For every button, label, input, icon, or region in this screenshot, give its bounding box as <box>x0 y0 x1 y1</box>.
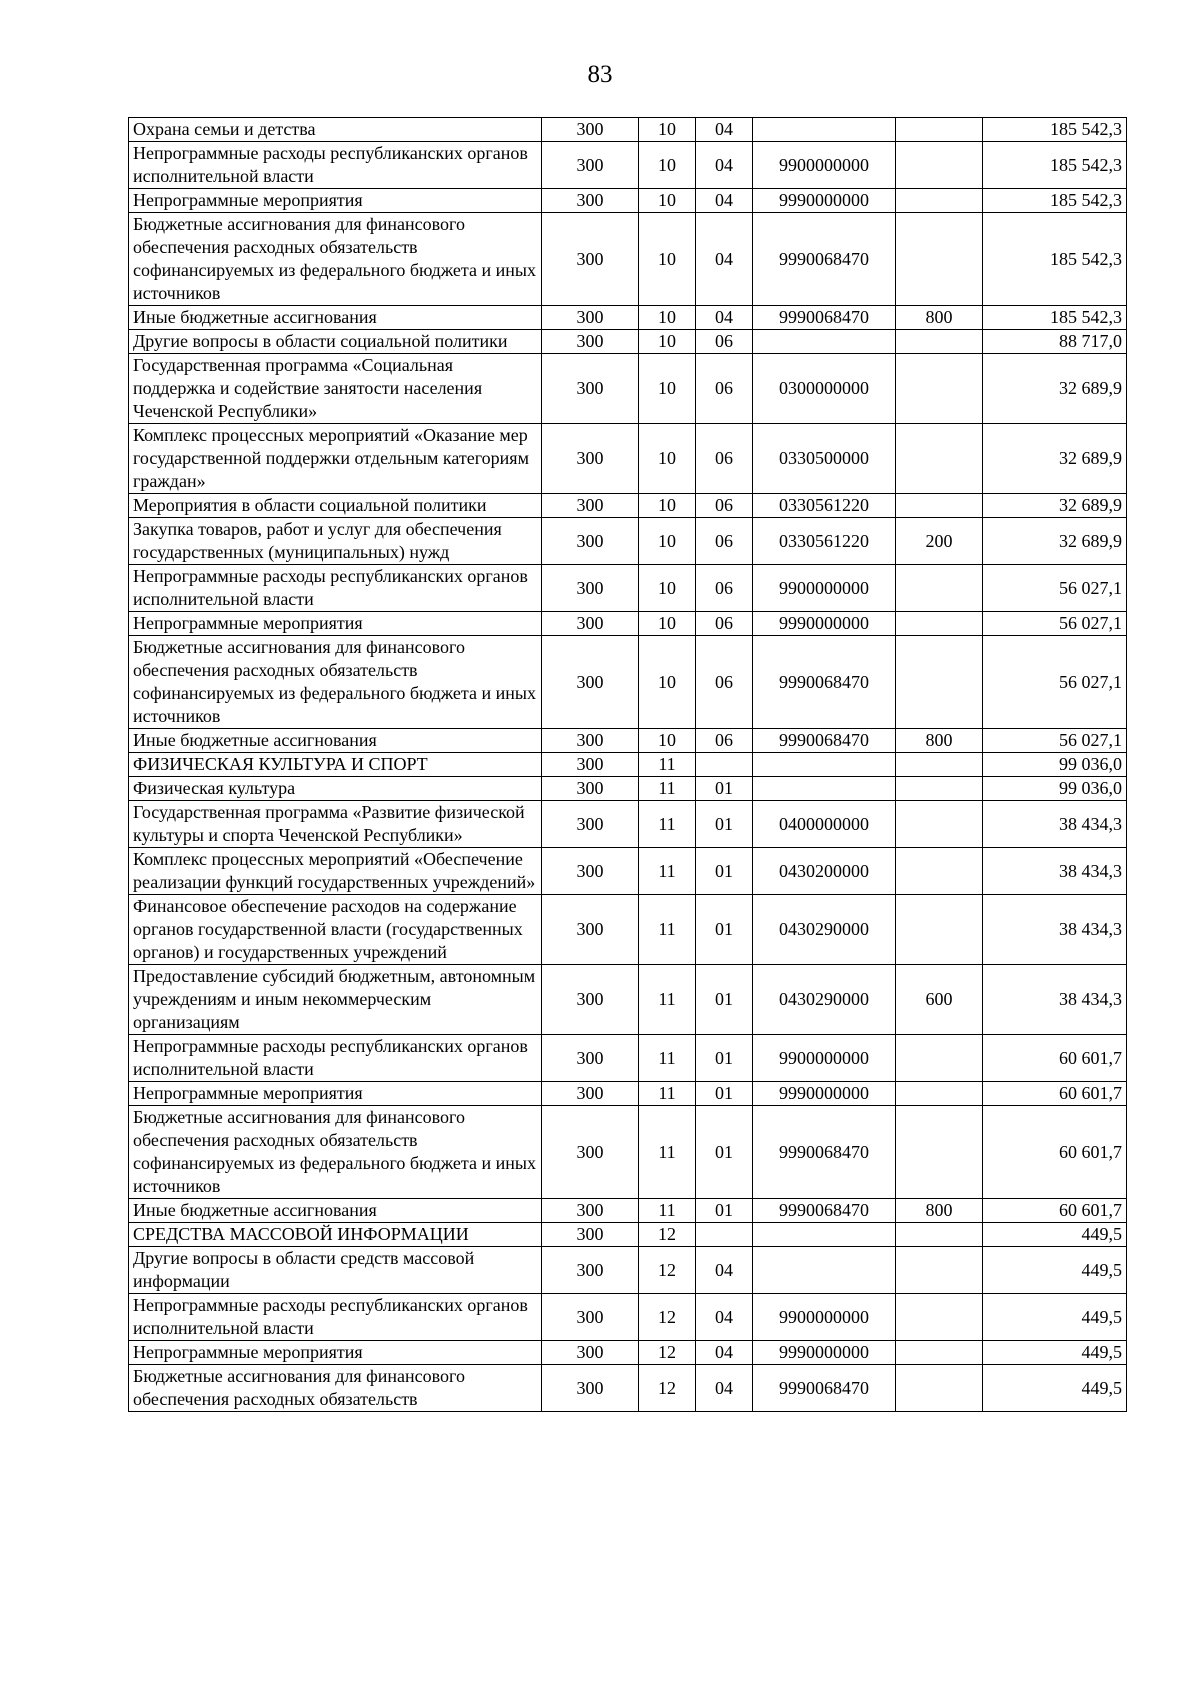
cell-section: 11 <box>639 1106 696 1199</box>
cell-section: 11 <box>639 753 696 777</box>
cell-name: Иные бюджетные ассигнования <box>129 1199 542 1223</box>
table-row <box>129 636 1127 729</box>
cell-target-article: 0330500000 <box>753 424 896 494</box>
cell-grbs: 300 <box>542 330 639 354</box>
cell-subsection: 06 <box>696 494 753 518</box>
cell-target-article: 9900000000 <box>753 1035 896 1082</box>
cell-amount: 185 542,3 <box>983 142 1127 189</box>
cell-expense-type <box>896 1294 983 1341</box>
cell-target-article: 9990068470 <box>753 213 896 306</box>
cell-target-article <box>753 1223 896 1247</box>
cell-expense-type <box>896 848 983 895</box>
table-row <box>129 1341 1127 1365</box>
cell-grbs: 300 <box>542 848 639 895</box>
cell-section: 11 <box>639 777 696 801</box>
cell-name: Бюджетные ассигнования для финансового обеспечения расходных обязательств софинансируемых из федерального бюджета и иных источников <box>129 1106 542 1199</box>
cell-expense-type <box>896 354 983 424</box>
cell-subsection: 06 <box>696 729 753 753</box>
cell-expense-type <box>896 612 983 636</box>
cell-target-article: 0430290000 <box>753 965 896 1035</box>
cell-grbs: 300 <box>542 1199 639 1223</box>
cell-subsection: 04 <box>696 1294 753 1341</box>
table-row <box>129 565 1127 612</box>
cell-expense-type <box>896 330 983 354</box>
cell-grbs: 300 <box>542 1082 639 1106</box>
cell-target-article: 9900000000 <box>753 1294 896 1341</box>
cell-target-article: 9990068470 <box>753 729 896 753</box>
cell-target-article <box>753 753 896 777</box>
cell-name: Непрограммные мероприятия <box>129 1082 542 1106</box>
cell-amount: 60 601,7 <box>983 1106 1127 1199</box>
cell-grbs: 300 <box>542 565 639 612</box>
cell-target-article: 9900000000 <box>753 142 896 189</box>
cell-subsection: 06 <box>696 518 753 565</box>
cell-amount: 449,5 <box>983 1294 1127 1341</box>
cell-expense-type <box>896 494 983 518</box>
cell-amount: 185 542,3 <box>983 118 1127 142</box>
cell-name: Физическая культура <box>129 777 542 801</box>
cell-target-article: 9990068470 <box>753 636 896 729</box>
cell-name: Другие вопросы в области средств массовой информации <box>129 1247 542 1294</box>
cell-amount: 32 689,9 <box>983 354 1127 424</box>
cell-grbs: 300 <box>542 1106 639 1199</box>
cell-name: Непрограммные мероприятия <box>129 612 542 636</box>
cell-amount: 449,5 <box>983 1223 1127 1247</box>
cell-section: 10 <box>639 565 696 612</box>
cell-amount: 60 601,7 <box>983 1035 1127 1082</box>
cell-amount: 38 434,3 <box>983 895 1127 965</box>
table-row <box>129 424 1127 494</box>
cell-section: 10 <box>639 518 696 565</box>
cell-expense-type: 600 <box>896 965 983 1035</box>
cell-name: Другие вопросы в области социальной политики <box>129 330 542 354</box>
cell-amount: 60 601,7 <box>983 1082 1127 1106</box>
cell-target-article: 0330561220 <box>753 518 896 565</box>
cell-target-article: 0300000000 <box>753 354 896 424</box>
cell-section: 10 <box>639 213 696 306</box>
cell-target-article: 9900000000 <box>753 565 896 612</box>
cell-name: Непрограммные расходы республиканских органов исполнительной власти <box>129 565 542 612</box>
cell-grbs: 300 <box>542 777 639 801</box>
cell-subsection: 01 <box>696 1199 753 1223</box>
cell-subsection: 01 <box>696 1035 753 1082</box>
cell-grbs: 300 <box>542 354 639 424</box>
cell-section: 10 <box>639 142 696 189</box>
cell-target-article: 9990068470 <box>753 1365 896 1412</box>
cell-section: 11 <box>639 1082 696 1106</box>
cell-name: Бюджетные ассигнования для финансового обеспечения расходных обязательств <box>129 1365 542 1412</box>
cell-section: 10 <box>639 354 696 424</box>
cell-expense-type <box>896 189 983 213</box>
cell-section: 11 <box>639 801 696 848</box>
cell-name: Государственная программа «Развитие физической культуры и спорта Чеченской Республики» <box>129 801 542 848</box>
table-row <box>129 965 1127 1035</box>
cell-section: 10 <box>639 636 696 729</box>
table-row <box>129 1365 1127 1412</box>
cell-target-article: 9990000000 <box>753 189 896 213</box>
cell-amount: 38 434,3 <box>983 801 1127 848</box>
cell-grbs: 300 <box>542 1247 639 1294</box>
table-row <box>129 1294 1127 1341</box>
cell-grbs: 300 <box>542 753 639 777</box>
cell-name: Непрограммные мероприятия <box>129 189 542 213</box>
cell-name: Финансовое обеспечение расходов на содержание органов государственной власти (государственных органов) и государственных учреждений <box>129 895 542 965</box>
cell-amount: 185 542,3 <box>983 213 1127 306</box>
cell-expense-type <box>896 1106 983 1199</box>
cell-grbs: 300 <box>542 424 639 494</box>
cell-section: 11 <box>639 1035 696 1082</box>
cell-subsection: 06 <box>696 354 753 424</box>
cell-name: Государственная программа «Социальная поддержка и содействие занятости населения Чеченской Республики» <box>129 354 542 424</box>
cell-name: Непрограммные расходы республиканских органов исполнительной власти <box>129 142 542 189</box>
cell-subsection <box>696 753 753 777</box>
cell-subsection: 01 <box>696 848 753 895</box>
cell-grbs: 300 <box>542 1223 639 1247</box>
cell-section: 10 <box>639 118 696 142</box>
cell-expense-type <box>896 1341 983 1365</box>
cell-subsection: 04 <box>696 118 753 142</box>
cell-section: 10 <box>639 306 696 330</box>
cell-grbs: 300 <box>542 729 639 753</box>
cell-amount: 99 036,0 <box>983 777 1127 801</box>
cell-name: Комплекс процессных мероприятий «Оказание мер государственной поддержки отдельным категориям граждан» <box>129 424 542 494</box>
cell-name: Бюджетные ассигнования для финансового обеспечения расходных обязательств софинансируемых из федерального бюджета и иных источников <box>129 636 542 729</box>
cell-amount: 449,5 <box>983 1341 1127 1365</box>
cell-expense-type: 200 <box>896 518 983 565</box>
cell-amount: 60 601,7 <box>983 1199 1127 1223</box>
cell-expense-type <box>896 895 983 965</box>
cell-subsection: 06 <box>696 636 753 729</box>
cell-amount: 56 027,1 <box>983 729 1127 753</box>
cell-subsection: 06 <box>696 565 753 612</box>
table-row <box>129 753 1127 777</box>
cell-grbs: 300 <box>542 895 639 965</box>
cell-section: 11 <box>639 895 696 965</box>
cell-name: Непрограммные расходы республиканских органов исполнительной власти <box>129 1294 542 1341</box>
cell-grbs: 300 <box>542 189 639 213</box>
cell-subsection: 04 <box>696 306 753 330</box>
cell-target-article <box>753 1247 896 1294</box>
cell-section: 10 <box>639 330 696 354</box>
cell-section: 10 <box>639 494 696 518</box>
cell-subsection: 01 <box>696 1106 753 1199</box>
cell-expense-type <box>896 777 983 801</box>
cell-subsection: 04 <box>696 189 753 213</box>
cell-target-article: 9990000000 <box>753 1341 896 1365</box>
cell-subsection: 06 <box>696 424 753 494</box>
cell-name: Иные бюджетные ассигнования <box>129 729 542 753</box>
cell-name: ФИЗИЧЕСКАЯ КУЛЬТУРА И СПОРТ <box>129 753 542 777</box>
table-row <box>129 1035 1127 1082</box>
cell-subsection: 01 <box>696 777 753 801</box>
cell-amount: 56 027,1 <box>983 636 1127 729</box>
cell-subsection: 04 <box>696 142 753 189</box>
cell-name: Мероприятия в области социальной политики <box>129 494 542 518</box>
cell-target-article: 0430200000 <box>753 848 896 895</box>
cell-subsection: 01 <box>696 895 753 965</box>
cell-grbs: 300 <box>542 306 639 330</box>
table-row <box>129 777 1127 801</box>
cell-amount: 185 542,3 <box>983 189 1127 213</box>
cell-grbs: 300 <box>542 965 639 1035</box>
cell-target-article: 9990000000 <box>753 612 896 636</box>
cell-grbs: 300 <box>542 1294 639 1341</box>
cell-name: Непрограммные расходы республиканских органов исполнительной власти <box>129 1035 542 1082</box>
cell-section: 12 <box>639 1247 696 1294</box>
cell-name: Иные бюджетные ассигнования <box>129 306 542 330</box>
cell-amount: 99 036,0 <box>983 753 1127 777</box>
cell-subsection: 04 <box>696 1341 753 1365</box>
cell-target-article <box>753 777 896 801</box>
table-row <box>129 612 1127 636</box>
table-row <box>129 801 1127 848</box>
cell-target-article: 0400000000 <box>753 801 896 848</box>
cell-section: 10 <box>639 612 696 636</box>
cell-section: 12 <box>639 1223 696 1247</box>
table-row <box>129 1223 1127 1247</box>
cell-subsection: 04 <box>696 1247 753 1294</box>
page-number: 83 <box>587 61 613 88</box>
cell-target-article: 9990068470 <box>753 1106 896 1199</box>
cell-section: 11 <box>639 965 696 1035</box>
cell-target-article: 9990068470 <box>753 1199 896 1223</box>
cell-section: 10 <box>639 424 696 494</box>
cell-name: Охрана семьи и детства <box>129 118 542 142</box>
cell-name: СРЕДСТВА МАССОВОЙ ИНФОРМАЦИИ <box>129 1223 542 1247</box>
table-row <box>129 848 1127 895</box>
cell-name: Бюджетные ассигнования для финансового обеспечения расходных обязательств софинансируемых из федерального бюджета и иных источников <box>129 213 542 306</box>
budget-table-body <box>129 118 1127 1412</box>
cell-name: Предоставление субсидий бюджетным, автономным учреждениям и иным некоммерческим организациям <box>129 965 542 1035</box>
cell-expense-type <box>896 1365 983 1412</box>
cell-subsection: 04 <box>696 1365 753 1412</box>
cell-target-article: 0430290000 <box>753 895 896 965</box>
cell-expense-type <box>896 1082 983 1106</box>
cell-subsection: 01 <box>696 801 753 848</box>
cell-expense-type <box>896 753 983 777</box>
table-row <box>129 895 1127 965</box>
cell-target-article: 0330561220 <box>753 494 896 518</box>
cell-section: 11 <box>639 1199 696 1223</box>
cell-subsection: 06 <box>696 612 753 636</box>
cell-subsection <box>696 1223 753 1247</box>
cell-expense-type <box>896 1223 983 1247</box>
cell-name: Комплекс процессных мероприятий «Обеспечение реализации функций государственных учреждений» <box>129 848 542 895</box>
table-row <box>129 494 1127 518</box>
table-row <box>129 1247 1127 1294</box>
cell-expense-type <box>896 1247 983 1294</box>
cell-target-article <box>753 330 896 354</box>
cell-amount: 449,5 <box>983 1365 1127 1412</box>
cell-amount: 32 689,9 <box>983 494 1127 518</box>
cell-grbs: 300 <box>542 1035 639 1082</box>
table-row <box>129 729 1127 753</box>
cell-grbs: 300 <box>542 518 639 565</box>
cell-subsection: 06 <box>696 330 753 354</box>
cell-grbs: 300 <box>542 118 639 142</box>
cell-amount: 38 434,3 <box>983 848 1127 895</box>
cell-amount: 56 027,1 <box>983 612 1127 636</box>
cell-expense-type <box>896 801 983 848</box>
cell-grbs: 300 <box>542 142 639 189</box>
cell-expense-type <box>896 636 983 729</box>
cell-expense-type: 800 <box>896 729 983 753</box>
table-row <box>129 330 1127 354</box>
cell-subsection: 04 <box>696 213 753 306</box>
cell-subsection: 01 <box>696 965 753 1035</box>
cell-expense-type <box>896 118 983 142</box>
table-row <box>129 306 1127 330</box>
cell-amount: 32 689,9 <box>983 518 1127 565</box>
cell-expense-type <box>896 142 983 189</box>
cell-grbs: 300 <box>542 1341 639 1365</box>
cell-grbs: 300 <box>542 494 639 518</box>
cell-amount: 38 434,3 <box>983 965 1127 1035</box>
table-row <box>129 213 1127 306</box>
cell-target-article: 9990068470 <box>753 306 896 330</box>
cell-name: Непрограммные мероприятия <box>129 1341 542 1365</box>
cell-section: 12 <box>639 1365 696 1412</box>
cell-section: 12 <box>639 1341 696 1365</box>
cell-expense-type <box>896 424 983 494</box>
cell-amount: 449,5 <box>983 1247 1127 1294</box>
cell-expense-type: 800 <box>896 1199 983 1223</box>
cell-section: 11 <box>639 848 696 895</box>
table-row <box>129 518 1127 565</box>
cell-grbs: 300 <box>542 801 639 848</box>
cell-expense-type <box>896 565 983 612</box>
cell-amount: 32 689,9 <box>983 424 1127 494</box>
cell-amount: 88 717,0 <box>983 330 1127 354</box>
cell-grbs: 300 <box>542 612 639 636</box>
table-row <box>129 1106 1127 1199</box>
cell-expense-type: 800 <box>896 306 983 330</box>
cell-grbs: 300 <box>542 1365 639 1412</box>
cell-amount: 185 542,3 <box>983 306 1127 330</box>
table-row <box>129 1199 1127 1223</box>
cell-section: 10 <box>639 189 696 213</box>
cell-expense-type <box>896 213 983 306</box>
cell-name: Закупка товаров, работ и услуг для обеспечения государственных (муниципальных) нужд <box>129 518 542 565</box>
cell-section: 12 <box>639 1294 696 1341</box>
table-row <box>129 189 1127 213</box>
cell-target-article: 9990000000 <box>753 1082 896 1106</box>
cell-target-article <box>753 118 896 142</box>
table-row <box>129 354 1127 424</box>
cell-grbs: 300 <box>542 213 639 306</box>
cell-subsection: 01 <box>696 1082 753 1106</box>
cell-expense-type <box>896 1035 983 1082</box>
table-row <box>129 142 1127 189</box>
cell-section: 10 <box>639 729 696 753</box>
table-row <box>129 118 1127 142</box>
cell-amount: 56 027,1 <box>983 565 1127 612</box>
table-row <box>129 1082 1127 1106</box>
budget-table <box>128 117 1127 1412</box>
cell-grbs: 300 <box>542 636 639 729</box>
